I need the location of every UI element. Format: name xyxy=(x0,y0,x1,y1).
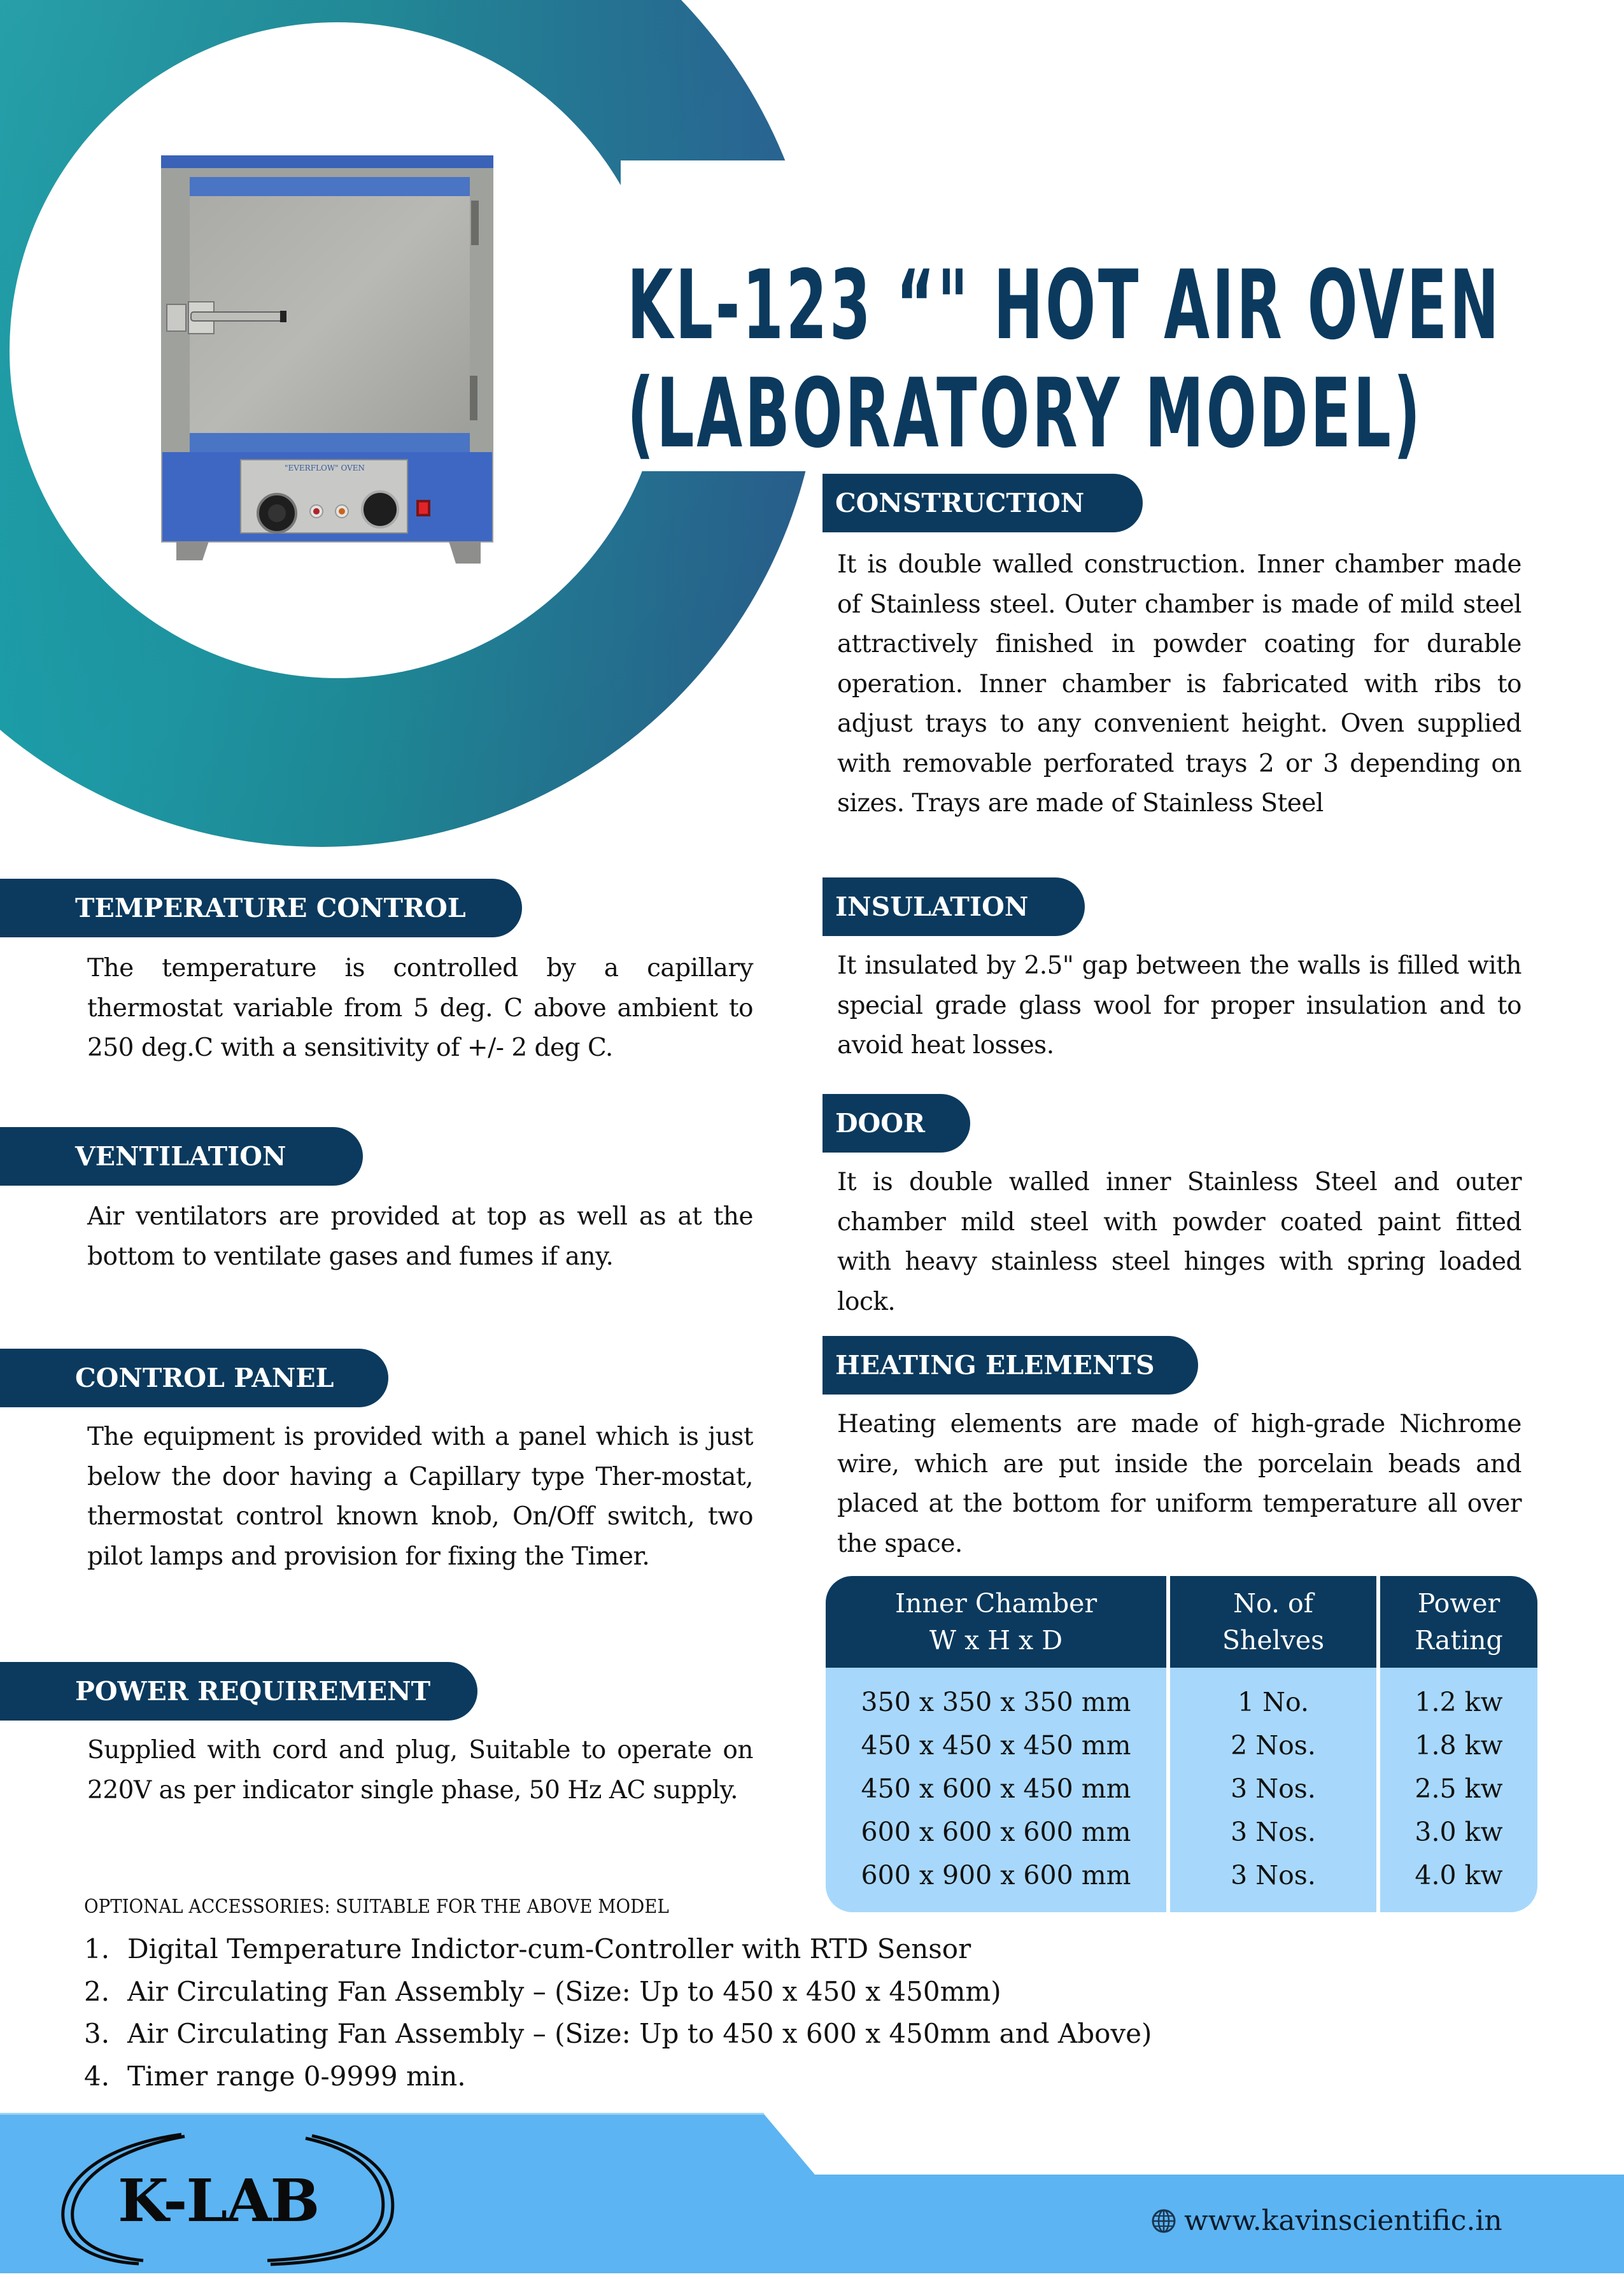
list-item-text: Air Circulating Fan Assembly – (Size: Up to 450 x 450 x 450mm) xyxy=(127,1975,1001,2007)
control-panel-text: The equipment is provided with a panel which is just below the door having a Capillary type Ther-mostat, thermostat control known knob, On/Off switch, two pilot lamps and provision for fixing the Timer. xyxy=(87,1423,753,1571)
table-row xyxy=(826,1810,1537,1854)
section-header-ventilation: VENTILATION xyxy=(0,1127,363,1186)
cell-power: 1.2 kw xyxy=(1380,1668,1537,1724)
klab-logo: K-LAB xyxy=(118,2166,319,2235)
cell-power: 4.0 kw xyxy=(1380,1854,1537,1912)
cell-power: 1.8 kw xyxy=(1380,1724,1537,1767)
table-row xyxy=(826,1724,1537,1767)
page-title-line-2: (LABORATORY MODEL) xyxy=(627,359,1423,469)
section-header-heating-elements: HEATING ELEMENTS xyxy=(823,1336,1198,1395)
column-header-inner-chamber xyxy=(826,1576,1170,1668)
oven-panel-label: "EVERFLOW" OVEN xyxy=(284,464,365,472)
section-header-door: DOOR xyxy=(823,1094,970,1153)
cell-shelves: 2 Nos. xyxy=(1170,1724,1380,1767)
cell-shelves: 3 Nos. xyxy=(1170,1854,1380,1912)
list-number: 2. xyxy=(84,1975,110,2007)
cell-size: 450 x 450 x 450 mm xyxy=(826,1724,1170,1767)
list-item xyxy=(84,1971,1152,2013)
list-number: 3. xyxy=(84,2018,110,2049)
header-line: W x H x D xyxy=(929,1625,1063,1656)
spec-table-header-row xyxy=(826,1576,1537,1668)
list-number: 1. xyxy=(84,1933,110,1964)
list-item-text: Timer range 0-9999 min. xyxy=(127,2060,466,2092)
header-line: No. of xyxy=(1233,1588,1313,1619)
table-row xyxy=(826,1668,1537,1724)
oven-product-image xyxy=(161,155,493,564)
cell-size: 450 x 600 x 450 mm xyxy=(826,1767,1170,1810)
cell-shelves: 3 Nos. xyxy=(1170,1810,1380,1854)
spec-table xyxy=(826,1576,1537,1912)
list-number: 4. xyxy=(84,2060,110,2092)
section-header-insulation: INSULATION xyxy=(823,877,1085,936)
header-line: Rating xyxy=(1415,1625,1503,1656)
accessories-heading: OPTIONAL ACCESSORIES: SUITABLE FOR THE ABOVE MODEL xyxy=(84,1896,669,1918)
cell-power: 3.0 kw xyxy=(1380,1810,1537,1854)
construction-text: It is double walled construction. Inner chamber made of Stainless steel. Outer chamber is made of mild steel attractively finished in powder coating for durable operation. Inner chamber is fabricated with ribs to adjust trays to any convenient height. Oven supplied with removable perforated trays 2 or 3 depending on sizes. Trays are made of Stainless Steel xyxy=(837,550,1522,818)
section-header-control-panel: CONTROL PANEL xyxy=(0,1349,388,1407)
globe-icon xyxy=(1151,2208,1176,2234)
page-title-line-1: KL-123 “" HOT AIR OVEN xyxy=(627,250,1502,361)
list-item-text: Digital Temperature Indictor-cum-Controller with RTD Sensor xyxy=(127,1933,971,1964)
column-header-power-rating xyxy=(1380,1576,1537,1668)
cell-power: 2.5 kw xyxy=(1380,1767,1537,1810)
ventilation-text: Air ventilators are provided at top as well as at the bottom to ventilate gases and fumes if any. xyxy=(87,1202,753,1271)
heating-elements-text: Heating elements are made of high-grade Nichrome wire, which are put inside the porcelain beads and placed at the bottom for uniform temperature all over the space. xyxy=(837,1410,1522,1558)
table-row xyxy=(826,1854,1537,1912)
cell-shelves: 3 Nos. xyxy=(1170,1767,1380,1810)
website-link[interactable] xyxy=(1151,2202,1502,2240)
cell-size: 600 x 900 x 600 mm xyxy=(826,1854,1170,1912)
list-item xyxy=(84,2013,1152,2055)
insulation-text: It insulated by 2.5" gap between the walls is filled with special grade glass wool for proper insulation and to avoid heat losses. xyxy=(837,951,1522,1060)
list-item-text: Air Circulating Fan Assembly – (Size: Up to 450 x 600 x 450mm and Above) xyxy=(127,2018,1152,2049)
list-item xyxy=(84,2055,1152,2098)
power-requirement-text: Supplied with cord and plug, Suitable to operate on 220V as per indicator single phase, 50 Hz AC supply. xyxy=(87,1736,753,1805)
section-header-power-requirement: POWER REQUIREMENT xyxy=(0,1662,477,1721)
column-header-shelves xyxy=(1170,1576,1380,1668)
door-text: It is double walled inner Stainless Steel and outer chamber mild steel with powder coated paint fitted with heavy stainless steel hinges with spring loaded lock. xyxy=(837,1168,1522,1316)
header-line: Inner Chamber xyxy=(894,1588,1098,1619)
website-text: www.kavinscientific.in xyxy=(1184,2204,1502,2237)
cell-shelves: 1 No. xyxy=(1170,1668,1380,1724)
cell-size: 600 x 600 x 600 mm xyxy=(826,1810,1170,1854)
accessories-list xyxy=(84,1928,1152,2098)
temperature-control-text: The temperature is controlled by a capillary thermostat variable from 5 deg. C above ambient to 250 deg.C with a sensitivity of +/- 2 deg C. xyxy=(87,954,753,1062)
list-item xyxy=(84,1928,1152,1971)
cell-size: 350 x 350 x 350 mm xyxy=(826,1668,1170,1724)
header-line: Shelves xyxy=(1222,1625,1325,1656)
section-header-construction: CONSTRUCTION xyxy=(823,474,1143,532)
header-line: Power xyxy=(1417,1588,1500,1619)
section-header-temperature-control: TEMPERATURE CONTROL xyxy=(0,879,522,937)
table-row xyxy=(826,1767,1537,1810)
